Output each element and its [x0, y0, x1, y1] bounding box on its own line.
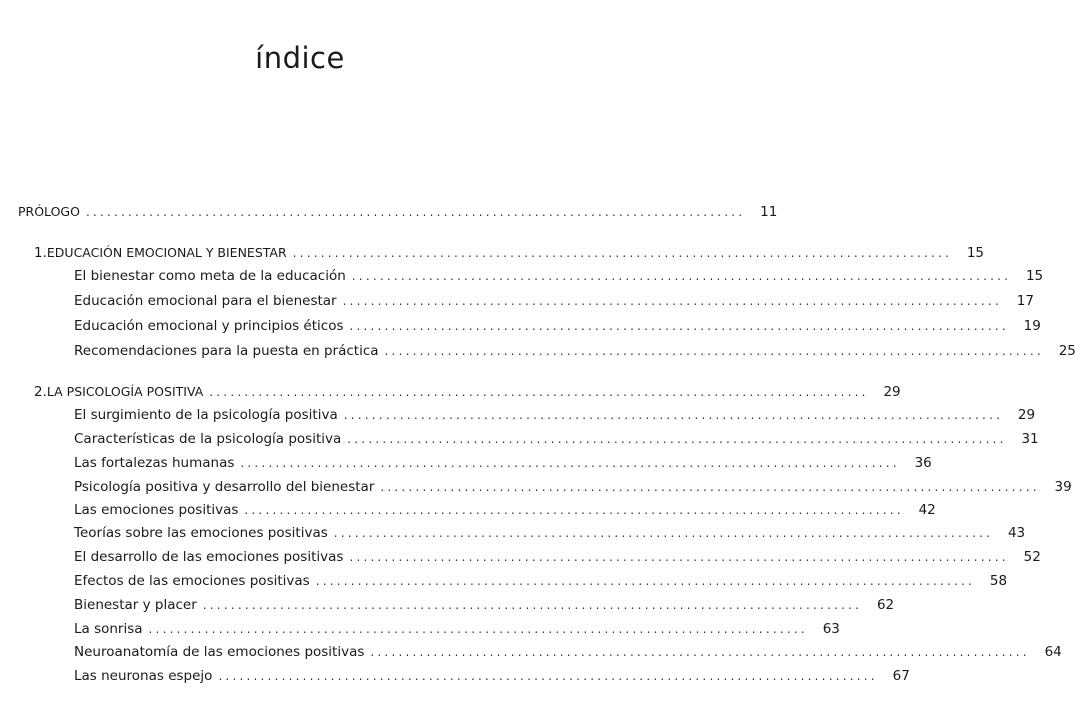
- leader-dots: ..............................................................................................: [349, 319, 1009, 333]
- toc-section[interactable]: [74, 499, 936, 521]
- toc-entry-page: 67: [892, 668, 910, 684]
- toc-section[interactable]: [74, 452, 932, 474]
- leader-dots: ..............................................................................................: [244, 503, 904, 517]
- toc-entry-label: Recomendaciones para la puesta en práctica: [74, 343, 379, 359]
- leader-dots: ..............................................................................................: [202, 598, 863, 612]
- toc-entry-label: La sonrisa: [74, 621, 143, 637]
- toc-entry-label: Las neuronas espejo: [74, 668, 213, 684]
- leader-dots: ..............................................................................................: [342, 294, 1002, 308]
- leader-dots: ..............................................................................................: [209, 385, 869, 399]
- leader-dots: ..............................................................................................: [292, 246, 953, 260]
- toc-entry-page: 63: [822, 621, 840, 637]
- toc-entry-page: 58: [989, 573, 1008, 589]
- toc-entry-label: El desarrollo de las emociones positivas: [74, 549, 344, 565]
- chapter-number: 1.: [34, 245, 47, 261]
- toc-entry-label: Teorías sobre las emociones positivas: [74, 525, 328, 541]
- toc-entry-label: El bienestar como meta de la educación: [74, 268, 346, 284]
- leader-dots: ..............................................................................................: [370, 645, 1030, 659]
- toc-entry-page: 17: [1016, 293, 1034, 309]
- toc-section[interactable]: [74, 404, 1036, 426]
- leader-dots: ..............................................................................................: [351, 269, 1012, 283]
- toc-section[interactable]: [74, 522, 1026, 544]
- toc-entry-page: 62: [876, 597, 895, 613]
- toc-entry-label: LA PSICOLOGÍA POSITIVA: [46, 384, 204, 399]
- toc-entry-page: 36: [914, 455, 932, 471]
- toc-entry-label: PRÓLOGO: [18, 204, 80, 219]
- toc-entry-label: Neuroanatomía de las emociones positivas: [74, 644, 365, 660]
- leader-dots: ..............................................................................................: [333, 526, 994, 540]
- page-title: índice: [255, 41, 345, 76]
- toc-entry-label: Las emociones positivas: [74, 502, 239, 518]
- leader-dots: ..............................................................................................: [384, 344, 1044, 358]
- toc-section[interactable]: [74, 594, 895, 616]
- toc-entry-label: Bienestar y placer: [74, 597, 197, 613]
- toc-entry-page: 42: [918, 502, 936, 518]
- toc-entry-label: Educación emocional y principios éticos: [74, 318, 344, 334]
- toc-section[interactable]: [74, 546, 1041, 568]
- chapter-number: 2.: [34, 384, 47, 400]
- toc-chapter-2[interactable]: [34, 381, 901, 403]
- toc-entry-page: 25: [1058, 343, 1076, 359]
- toc-entry-prologo[interactable]: [18, 201, 778, 223]
- toc-entry-label: Las fortalezas humanas: [74, 455, 235, 471]
- toc-section[interactable]: [74, 476, 1072, 498]
- leader-dots: ..............................................................................................: [343, 408, 1004, 422]
- toc-section[interactable]: [74, 340, 1076, 362]
- toc-entry-page: 11: [760, 204, 778, 220]
- toc-section[interactable]: [74, 290, 1034, 312]
- toc-section[interactable]: [74, 665, 910, 687]
- toc-entry-page: 15: [1025, 268, 1044, 284]
- leader-dots: ..............................................................................................: [85, 205, 746, 219]
- toc-entry-label: El surgimiento de la psicología positiva: [74, 407, 338, 423]
- toc-entry-page: 31: [1021, 431, 1039, 447]
- toc-entry-label: Psicología positiva y desarrollo del bienestar: [74, 479, 375, 495]
- toc-chapter-1[interactable]: [34, 242, 985, 264]
- toc-section[interactable]: [74, 428, 1039, 450]
- toc-section[interactable]: [74, 641, 1062, 663]
- toc-entry-page: 39: [1054, 479, 1072, 495]
- toc-entry-label: Educación emocional para el bienestar: [74, 293, 337, 309]
- leader-dots: ..............................................................................................: [218, 669, 878, 683]
- toc-entry-label: Características de la psicología positiva: [74, 431, 342, 447]
- toc-section[interactable]: [74, 265, 1044, 287]
- leader-dots: ..............................................................................................: [349, 550, 1009, 564]
- leader-dots: ..............................................................................................: [347, 432, 1007, 446]
- toc-entry-page: 19: [1023, 318, 1041, 334]
- toc-section[interactable]: [74, 315, 1041, 337]
- leader-dots: ..............................................................................................: [315, 574, 976, 588]
- toc-entry-page: 29: [883, 384, 901, 400]
- toc-entry-label: Efectos de las emociones positivas: [74, 573, 310, 589]
- toc-entry-page: 15: [966, 245, 985, 261]
- toc-section[interactable]: [74, 618, 840, 640]
- leader-dots: ..............................................................................................: [148, 622, 808, 636]
- toc-entry-page: 43: [1007, 525, 1026, 541]
- toc-entry-page: 29: [1017, 407, 1036, 423]
- leader-dots: ..............................................................................................: [240, 456, 900, 470]
- leader-dots: ..............................................................................................: [380, 480, 1040, 494]
- toc-entry-label: EDUCACIÓN EMOCIONAL Y BIENESTAR: [46, 245, 287, 260]
- toc-entry-page: 64: [1044, 644, 1062, 660]
- toc-section[interactable]: [74, 570, 1008, 592]
- toc-entry-page: 52: [1023, 549, 1041, 565]
